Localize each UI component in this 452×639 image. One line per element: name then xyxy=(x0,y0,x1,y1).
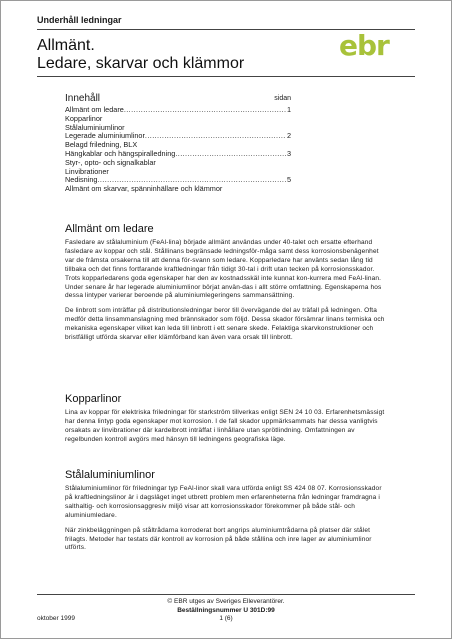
title-divider xyxy=(37,76,415,77)
toc-list xyxy=(65,106,291,194)
toc-header xyxy=(65,93,291,105)
section-paragraph: De linbrott som inträffar på distributionsledningar beror till övervägande del av träfall på ledningen. Ofta medför detta linsammanslagning med brännskador som följd. Dessa skador försämrar linans termiska och mekaniska egenskaper vilket kan leda till linbrott i ett senare skede. Felaktiga skarvkonstruktioner och bristfälligt utförda skarvar eller klämförband kan även vara orsak till linbrott. xyxy=(65,307,385,342)
toc-item-page: 3 xyxy=(286,149,291,158)
toc-item xyxy=(65,141,291,150)
toc-item-page: 1 xyxy=(286,106,291,114)
toc-leader-dots xyxy=(124,106,286,115)
toc-item-label: Allmänt om skarvar, spänninhällare och klämmor xyxy=(65,185,223,194)
toc-item xyxy=(65,185,291,194)
toc-item xyxy=(65,115,291,124)
toc-item-label: Legerade aluminiumlinor xyxy=(65,132,145,141)
table-of-contents xyxy=(65,93,291,194)
section-stalaluminiumlinor xyxy=(65,469,385,559)
section-heading: Stålaluminiumlinor xyxy=(65,469,155,481)
toc-item-label: Hängkablar och hängspiralledning xyxy=(65,149,176,158)
toc-item-label: Nedisning xyxy=(65,176,98,185)
toc-item-label: Allmänt om ledare xyxy=(65,106,124,114)
toc-item xyxy=(65,124,291,133)
toc-item xyxy=(65,106,291,115)
footer-order-number: Beställningsnummer U 301D:99 xyxy=(177,606,275,614)
toc-item-label: Kopparlinor xyxy=(65,114,103,123)
toc-item xyxy=(65,168,291,177)
toc-item-label: Stålaluminiumlinor xyxy=(65,123,125,132)
toc-item xyxy=(65,132,291,141)
section-paragraph: Stålaluminiumlinor för friledningar typ FeAl-linor skall vara utförda enligt SS 424 08 07. Korrosionsskador på kraftledningslinor är i dagsläget inget utbrett problem men erfarenheterna från ledningar framdragna i salthaltig- och korrosionsaggresiv miljö visar att korrosionsskador förekommer på både stål- och aluminiumledare. xyxy=(65,485,382,519)
footer-divider xyxy=(37,594,415,595)
toc-item-page: 2 xyxy=(286,132,291,141)
footer-page-number: 1 (6) xyxy=(219,615,233,622)
section-kopparlinor xyxy=(65,393,385,451)
footer-publisher: © EBR utges av Sveriges Elleverantörer. xyxy=(167,598,285,605)
title-line-2: Ledare, skarvar och klämmor xyxy=(37,55,245,72)
toc-heading: Innehåll xyxy=(65,93,101,104)
toc-item xyxy=(65,150,291,159)
section-paragraph: När zinkbeläggningen på ståltrådarna korroderat bort angrips aluminiumtrådarna på platser där stålet frilagts. Metoder har testats där kontroll av korrosion på både stållina och inre lager av aluminiumlinor utförts. xyxy=(65,526,372,552)
toc-leader-dots xyxy=(145,132,286,141)
toc-item-label: Styr-, opto- och signalkablar xyxy=(65,158,156,167)
section-heading: Kopparlinor xyxy=(65,393,122,405)
toc-leader-dots xyxy=(97,176,285,185)
toc-item-label: Belagd friledning, BLX xyxy=(65,141,138,150)
toc-item xyxy=(65,176,291,185)
section-paragraph: Lina av koppar för elektriska friledningar för starkström tillverkas enligt SEN 24 10 03. Erfarenhetsmässigt har denna lintyp goda egenskaper mot korrosion. I de fall skador uppmärksammats har dessa vanligtvis orsakats av linvibrationer där kardelbrott inträffat i linhållare utan sprötlindning. Omfattningen av regelbunden kontroll avgörs med hänsyn till ledningens geografiska läge. xyxy=(65,409,385,443)
page-title xyxy=(37,37,244,73)
title-line-1: Allmänt. xyxy=(37,37,95,54)
section-paragraph: Fasledare av stålaluminium (FeAl-lina) började allmänt användas under 40-talet och ersatte efterhand fasledare av koppar och stål. Stållinans begränsade ledningsför-måga samt dess korrosionsbenägenhet var de främsta orsakerna till att denna för-svann som ledare. Kopparledare har använts sedan lång tid tillbaka och det finns fortfarande kraftledningar från tidigt 30-tal i drift utan tecken på korrosionsskador. Trots kopparledarens goda egenskaper har den av kostnadsskäl inte kunnat kon-kurrera med FeAl-linan. Under senare år har legerade aluminiumlinor börjat använ-das i allt större omfattning. Egenskaperna hos dessa lintyper varierar beroende på aluminiumlegeringens sammansättning. xyxy=(65,239,382,300)
toc-item xyxy=(65,159,291,168)
toc-leader-dots xyxy=(175,150,286,159)
toc-page-column-label: sidan xyxy=(274,95,291,102)
header-category: Underhåll ledningar xyxy=(37,15,122,25)
footer-date: oktober 1999 xyxy=(37,615,75,622)
ebr-logo: ebr xyxy=(339,29,389,62)
section-heading: Allmänt om ledare xyxy=(65,223,154,235)
toc-item-page: 5 xyxy=(286,176,291,185)
toc-item-label: Linvibrationer xyxy=(65,167,109,176)
section-allmant-om-ledare xyxy=(65,223,385,349)
